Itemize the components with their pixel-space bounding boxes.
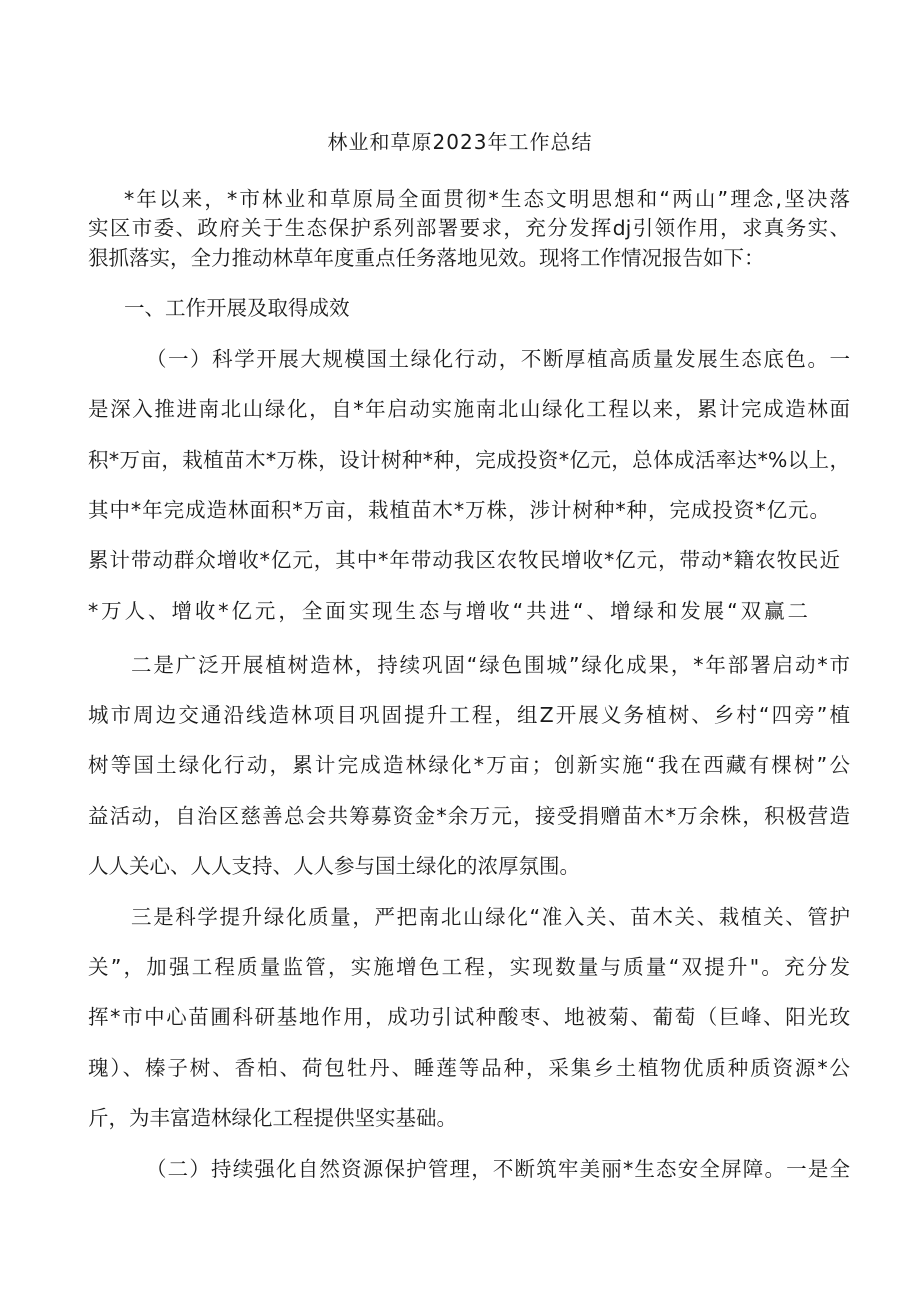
body-text-line: 实区市委、政府关于生态保护系列部署要求，充分发挥dj引领作用，求真务实、 bbox=[88, 216, 850, 240]
body-text-line: 二是广泛开展植树造林，持续巩固“绿色围城”绿化成果，*年部署启动*市 bbox=[131, 653, 850, 677]
body-text-line: 累计带动群众增收*亿元，其中*年带动我区农牧民增收*亿元，带动*籍农牧民近 bbox=[88, 548, 840, 572]
body-text-line: 积*万亩，栽植苗木*万株，设计树种*种，完成投资*亿元，总体成活率达*%以上， bbox=[88, 448, 850, 472]
body-text-line: 三是科学提升绿化质量，严把南北山绿化“准入关、苗木关、栽植关、管护 bbox=[131, 905, 850, 929]
body-text-line: 其中*年完成造林面积*万亩，栽植苗木*万株，涉计树种*种，完成投资*亿元。 bbox=[88, 498, 830, 522]
body-text-line: 树等国土绿化行动，累计完成造林绿化*万亩；创新实施“我在西藏有棵树”公 bbox=[88, 753, 850, 777]
document-title: 林业和草原2023年工作总结 bbox=[327, 130, 593, 154]
body-text-line: *年以来，*市林业和草原局全面贯彻*生态文明思想和“两山”理念,坚决落 bbox=[124, 187, 850, 211]
body-text-line: （一）科学开展大规模国土绿化行动，不断厚植高质量发展生态底色。一 bbox=[146, 347, 850, 371]
body-text-line: 一、工作开展及取得成效 bbox=[124, 296, 350, 320]
body-text-line: （二）持续强化自然资源保护管理，不断筑牢美丽*生态安全屏障。一是全 bbox=[146, 1157, 850, 1181]
body-text-line: 人人关心、人人支持、人人参与国土绿化的浓厚氛围。 bbox=[88, 854, 580, 878]
body-text-line: 益活动，自治区慈善总会共筹募资金*余万元，接受捐赠苗木*万余株，积极营造 bbox=[88, 804, 850, 828]
body-text-line: 瑰）、榛子树、香柏、荷包牡丹、睡莲等品种，采集乡土植物优质种质资源*公 bbox=[88, 1056, 850, 1080]
body-text-line: 斤，为丰富造林绿化工程提供坚实基础。 bbox=[88, 1106, 457, 1130]
body-text-line: 是深入推进南北山绿化，自*年启动实施南北山绿化工程以来，累计完成造林面 bbox=[88, 397, 850, 421]
body-text-line: *万人、增收*亿元，全面实现生态与增收“共进“、增绿和发展“双赢二 bbox=[88, 599, 808, 623]
body-text-line: 城市周边交通沿线造林项目巩固提升工程，组Z开展义务植树、乡村“四旁”植 bbox=[88, 703, 850, 727]
body-text-line: 挥*市中心苗圃科研基地作用，成功引试种酸枣、地被菊、葡萄（巨峰、阳光玫 bbox=[88, 1005, 850, 1029]
body-text-line: 狠抓落实，全力推动林草年度重点任务落地见效。现将工作情况报告如下： bbox=[88, 246, 765, 270]
body-text-line: 关”，加强工程质量监管，实施增色工程，实现数量与质量“双提升"。充分发 bbox=[88, 955, 850, 979]
